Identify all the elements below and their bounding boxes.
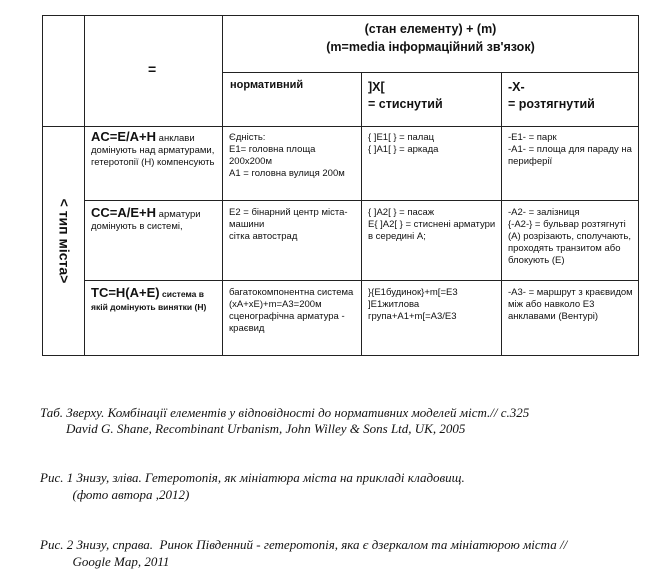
figure-2-source: Google Map, 2011 xyxy=(40,554,170,569)
grid-line xyxy=(84,200,639,201)
grid-line xyxy=(84,15,85,356)
row-header-tc xyxy=(91,287,219,314)
grid-line xyxy=(222,15,223,356)
table-caption-source: David G. Shane, Recombinant Urbanism, John Willey & Sons Ltd, UK, 2005 xyxy=(40,421,466,436)
row-header-ac xyxy=(91,131,219,169)
formula-ac: AC=E/A+H xyxy=(91,129,157,144)
cell-cc-normative: E2 = бінарний центр міста-машини сітка автострад xyxy=(229,207,348,242)
cell-ac-stretched: -E1- = парк -A1- = площа для параду на периферії xyxy=(508,132,632,167)
cell-tc-normative: багатокомпонентна система (xA+xE)+m=A3=200м сценографічна арматура - краєвид xyxy=(229,287,354,334)
formula-tc: TC=H(A+E) xyxy=(91,285,160,300)
city-type-side-label: < тип міста> xyxy=(56,198,73,284)
column-header-stretched: -X- = розтягнутий xyxy=(508,80,595,111)
row-header-cc xyxy=(91,207,219,233)
figure-1-source: (фото автора ,2012) xyxy=(40,487,190,502)
grid-line xyxy=(222,72,639,73)
grid-line xyxy=(501,72,502,356)
figure-1-caption: Рис. 1 Знизу, зліва. Гетеротопія, як мініатюра міста на прикладі кладовищ. xyxy=(40,470,465,485)
state-media-header: (стан елементу) + (m) (m=media інформаційний зв'язок) xyxy=(326,22,535,54)
cell-ac-normative: Єдність: E1= головна площа 200х200м A1 = головна вулиця 200м xyxy=(229,132,345,179)
cell-tc-compressed: }{E1будинок}+m[=E3 ]E1житлова група+A1+m[=A3/E3 xyxy=(368,287,458,322)
cell-tc-stretched: -A3- = маршрут з краєвидом між або навколо E3 анклавами (Вентурі) xyxy=(508,287,633,322)
row-description: система в якій домінують винятки (H) xyxy=(91,289,207,312)
formula-cc: CC=A/E+H xyxy=(91,205,157,220)
cell-cc-stretched: -A2- = залізниця {-A2-} = бульвар розтягнуті (A) розрізають, сполучають, проходять транзитом або блокують (E) xyxy=(508,207,631,266)
grid-line xyxy=(361,72,362,356)
column-header-normative: нормативний xyxy=(230,79,304,91)
equals-header: = xyxy=(148,61,157,77)
grid-line xyxy=(84,280,639,281)
figure-2-caption: Рис. 2 Знизу, справа. Ринок Південний - гетеротопія, яка є дзеркалом та мініатюрою міста // xyxy=(40,537,568,552)
cell-ac-compressed: { ]E1[ } = палац { ]A1[ } = аркада xyxy=(368,132,439,155)
row-description: арматури домінують в системі, xyxy=(91,209,201,232)
row-description: анклави домінують над арматурами, гетеротопії (H) компенсують xyxy=(91,133,215,168)
grid-line xyxy=(42,126,639,127)
column-header-compressed: ]X[ = стиснутий xyxy=(368,80,443,111)
cell-cc-compressed: { ]A2[ } = пасаж E{ ]A2[ } = стиснені арматури в середині A; xyxy=(368,207,496,242)
table-caption: Таб. Зверху. Комбінації елементів у відповідності до нормативних моделей міст.// с.325 xyxy=(40,405,530,420)
